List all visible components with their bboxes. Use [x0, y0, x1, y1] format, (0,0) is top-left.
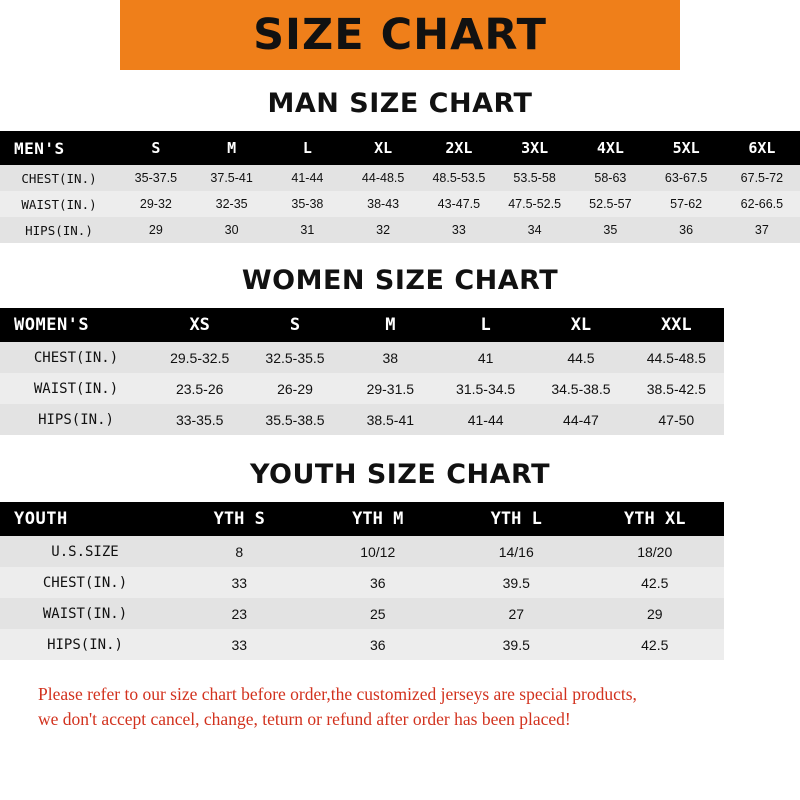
column-header: M [343, 308, 438, 342]
table-cell: 8 [170, 536, 309, 567]
column-header: L [270, 131, 346, 165]
table-row [0, 536, 724, 567]
column-header: YTH S [170, 502, 309, 536]
table-cell: 44-47 [533, 404, 628, 435]
table-cell: 47-50 [629, 404, 724, 435]
table-row [0, 404, 724, 435]
table-header-row [0, 308, 724, 342]
page-title: SIZE CHART [253, 9, 547, 60]
table-cell: 38.5-42.5 [629, 373, 724, 404]
man-table-wrap [0, 131, 800, 243]
table-cell: 42.5 [586, 567, 725, 598]
column-header: 2XL [421, 131, 497, 165]
column-header: YOUTH [0, 502, 170, 536]
row-label: HIPS(IN.) [0, 404, 152, 435]
youth-section-title: YOUTH SIZE CHART [249, 459, 551, 490]
table-cell: 33 [421, 217, 497, 243]
table-cell: 44-48.5 [345, 165, 421, 191]
table-cell: 52.5-57 [573, 191, 649, 217]
table-cell: 27 [447, 598, 586, 629]
column-header: 3XL [497, 131, 573, 165]
table-cell: 14/16 [447, 536, 586, 567]
youth-size-table [0, 502, 724, 660]
table-row [0, 567, 724, 598]
row-label: CHEST(IN.) [0, 165, 118, 191]
table-row [0, 629, 724, 660]
table-cell: 31 [270, 217, 346, 243]
column-header: 4XL [573, 131, 649, 165]
table-cell: 32-35 [194, 191, 270, 217]
table-cell: 53.5-58 [497, 165, 573, 191]
table-cell: 18/20 [586, 536, 725, 567]
table-cell: 29 [586, 598, 725, 629]
table-cell: 34 [497, 217, 573, 243]
column-header: M [194, 131, 270, 165]
table-cell: 23.5-26 [152, 373, 247, 404]
table-cell: 42.5 [586, 629, 725, 660]
row-label: WAIST(IN.) [0, 191, 118, 217]
column-header: XL [345, 131, 421, 165]
table-cell: 32 [345, 217, 421, 243]
table-header-row [0, 131, 800, 165]
table-cell: 37.5-41 [194, 165, 270, 191]
table-row [0, 165, 800, 191]
column-header: YTH XL [586, 502, 725, 536]
column-header: XL [533, 308, 628, 342]
table-row [0, 191, 800, 217]
row-label: WAIST(IN.) [0, 373, 152, 404]
women-section-title: WOMEN SIZE CHART [241, 265, 559, 296]
table-cell: 47.5-52.5 [497, 191, 573, 217]
table-cell: 30 [194, 217, 270, 243]
man-size-table [0, 131, 800, 243]
row-label: U.S.SIZE [0, 536, 170, 567]
table-row [0, 217, 800, 243]
table-header-row [0, 502, 724, 536]
table-cell: 41-44 [438, 404, 533, 435]
row-label: CHEST(IN.) [0, 342, 152, 373]
table-cell: 39.5 [447, 629, 586, 660]
column-header: 5XL [648, 131, 724, 165]
header-banner [0, 0, 800, 70]
table-cell: 10/12 [309, 536, 448, 567]
footer-note-line-2: we don't accept cancel, change, teturn or refund after order has been placed! [38, 709, 571, 730]
table-cell: 35 [573, 217, 649, 243]
table-cell: 33 [170, 567, 309, 598]
column-header: S [247, 308, 342, 342]
column-header: 6XL [724, 131, 800, 165]
footer-note-line-1: Please refer to our size chart before order,the customized jerseys are special products, [38, 684, 637, 704]
table-cell: 36 [309, 629, 448, 660]
table-cell: 38 [343, 342, 438, 373]
column-header: WOMEN'S [0, 308, 152, 342]
table-cell: 44.5-48.5 [629, 342, 724, 373]
table-cell: 63-67.5 [648, 165, 724, 191]
table-cell: 48.5-53.5 [421, 165, 497, 191]
column-header: MEN'S [0, 131, 118, 165]
table-cell: 37 [724, 217, 800, 243]
table-cell: 32.5-35.5 [247, 342, 342, 373]
row-label: WAIST(IN.) [0, 598, 170, 629]
table-cell: 44.5 [533, 342, 628, 373]
table-cell: 57-62 [648, 191, 724, 217]
table-cell: 23 [170, 598, 309, 629]
table-cell: 29-32 [118, 191, 194, 217]
row-label: CHEST(IN.) [0, 567, 170, 598]
table-cell: 58-63 [573, 165, 649, 191]
youth-table-wrap [0, 502, 800, 660]
table-cell: 26-29 [247, 373, 342, 404]
table-cell: 33-35.5 [152, 404, 247, 435]
table-cell: 43-47.5 [421, 191, 497, 217]
table-cell: 67.5-72 [724, 165, 800, 191]
column-header: XS [152, 308, 247, 342]
table-cell: 35-37.5 [118, 165, 194, 191]
women-table-wrap [0, 308, 800, 435]
table-cell: 38-43 [345, 191, 421, 217]
column-header: S [118, 131, 194, 165]
table-cell: 39.5 [447, 567, 586, 598]
column-header: XXL [629, 308, 724, 342]
table-cell: 33 [170, 629, 309, 660]
column-header: YTH L [447, 502, 586, 536]
table-cell: 35.5-38.5 [247, 404, 342, 435]
table-cell: 38.5-41 [343, 404, 438, 435]
table-cell: 36 [309, 567, 448, 598]
table-row [0, 598, 724, 629]
table-cell: 41 [438, 342, 533, 373]
row-label: HIPS(IN.) [0, 217, 118, 243]
table-cell: 29 [118, 217, 194, 243]
table-cell: 31.5-34.5 [438, 373, 533, 404]
table-cell: 29-31.5 [343, 373, 438, 404]
table-cell: 29.5-32.5 [152, 342, 247, 373]
table-cell: 62-66.5 [724, 191, 800, 217]
women-size-table [0, 308, 724, 435]
table-cell: 36 [648, 217, 724, 243]
man-section-title: MAN SIZE CHART [267, 88, 533, 119]
column-header: L [438, 308, 533, 342]
table-cell: 35-38 [270, 191, 346, 217]
column-header: YTH M [309, 502, 448, 536]
footer-note [38, 682, 762, 733]
table-cell: 41-44 [270, 165, 346, 191]
row-label: HIPS(IN.) [0, 629, 170, 660]
table-row [0, 342, 724, 373]
table-row [0, 373, 724, 404]
table-cell: 34.5-38.5 [533, 373, 628, 404]
table-cell: 25 [309, 598, 448, 629]
